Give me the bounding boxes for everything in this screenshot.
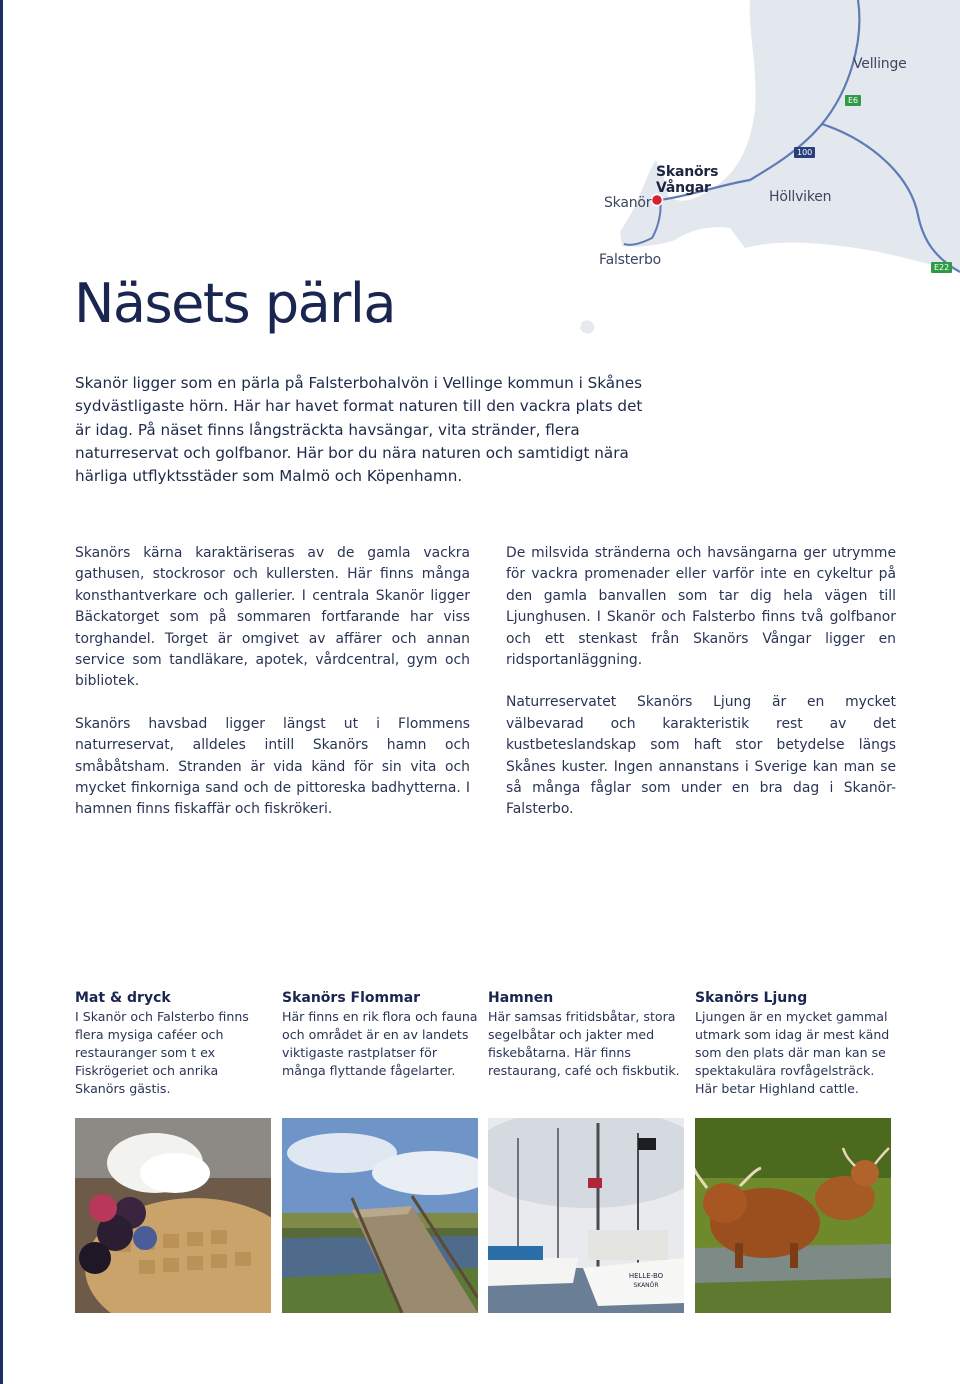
map-label-skanor: Skanör — [604, 195, 652, 211]
feature-title: Skanörs Flommar — [282, 990, 421, 1006]
body-paragraph: Skanörs kärna karaktäriseras av de gamla vackra gathusen, stockrosor och kullersten. Här finns många konsthantverkare och gallerier. I centrala Skanör ligger Bäckatorget som på sommaren fortfarande har viss torghandel. Torget är omgivet av affärer och annan service som tandläkare, apotek, vårdcentral, gym och bibliotek. — [75, 545, 470, 690]
map-shield-e22: E22 — [931, 262, 952, 273]
feature-text: Här finns en rik flora och fauna och området är en av landets viktigaste rastplatser för många flyttande fågelarter. — [282, 1009, 478, 1078]
body-paragraph: De milsvida stränderna och havsängarna ger utrymme för vackra promenader eller varför inte en cykeltur på den gamla banvallen som tar dig hela vägen till Ljunghusen. I Skanör och Falsterbo finns två golfbanor och ett stenkast från Skanörs Vångar ligger en ridsportanläggning. — [506, 545, 896, 669]
photo-wooden-bridge — [282, 1118, 478, 1313]
body-paragraph: Naturreservatet Skanörs Ljung är en mycket välbevarad och karakteristik rest av det kustbeteslandskap som haft stor betydelse längs Skånes kuster. Ingen annanstans i Sverige kan man se så många fåglar som under en bra dag i Skanör-Falsterbo. — [506, 694, 896, 818]
lead-paragraph: Skanör ligger som en pärla på Falsterbohalvön i Vellinge kommun i Skånes sydvästligaste hörn. Här har havet format naturen till den vackra plats det är idag. På näset finns långsträckta havsängar, vita stränder, flera naturreservat och golfbanor. Här bor du nära naturen och samtidigt nära härliga utflyktsstäder som Malmö och Köpenhamn. — [75, 374, 643, 486]
body-paragraph: Skanörs havsbad ligger längst ut i Flommens naturreservat, alldeles intill Skanörs hamn och småbåtsham. Stranden är vida känd för sin vita och mycket finkorniga sand och de pittoreska badhytterna. I hamnen finns fiskaffär och fiskrökeri. — [75, 715, 470, 818]
body-column-right — [506, 543, 896, 842]
feature-text: Här samsas fritidsbåtar, stora segelbåtar och jakter med fiskebåtarna. Här finns restaurang, café och fiskbutik. — [488, 1009, 680, 1078]
photo-waffle-berries — [75, 1118, 271, 1313]
feature-text: Ljungen är en mycket gammal utmark som idag är mest känd som den plats där man kan se spektakulära rovfågelsträck. Här betar Highland cattle. — [695, 1009, 890, 1096]
feature-text: I Skanör och Falsterbo finns flera mysiga caféer och restauranger som t ex Fiskrögeriet och anrika Skanörs gästis. — [75, 1009, 249, 1096]
page-edge-bar — [0, 0, 3, 1384]
map-label-skanors-vangar-2: Vångar — [656, 180, 711, 196]
body-column-left — [75, 543, 470, 842]
feature-mat-och-dryck — [75, 990, 271, 1098]
map-label-skanors-vangar-1: Skanörs — [656, 164, 719, 180]
map-land-tip — [580, 320, 594, 333]
feature-skanors-flommar — [282, 990, 478, 1080]
feature-skanors-ljung — [695, 990, 891, 1098]
photo-harbour-boats — [488, 1118, 684, 1313]
feature-title: Skanörs Ljung — [695, 990, 808, 1006]
page-title: Näsets pärla — [74, 272, 395, 335]
area-map — [560, 0, 960, 350]
feature-hamnen — [488, 990, 684, 1080]
boat-name-text: HELLE-BO — [628, 1272, 664, 1280]
map-marker — [652, 195, 663, 206]
map-graphic — [560, 0, 960, 350]
boat-port-text: SKANÖR — [633, 1282, 659, 1289]
map-land — [620, 0, 960, 272]
feature-title: Hamnen — [488, 990, 554, 1006]
map-label-hollviken: Höllviken — [769, 189, 832, 205]
feature-title: Mat & dryck — [75, 990, 171, 1006]
map-label-vellinge: Vellinge — [853, 56, 907, 72]
map-label-falsterbo: Falsterbo — [599, 252, 662, 268]
map-shield-e6: E6 — [845, 95, 861, 106]
photo-highland-cattle — [695, 1118, 891, 1313]
map-shield-100: 100 — [794, 147, 815, 158]
